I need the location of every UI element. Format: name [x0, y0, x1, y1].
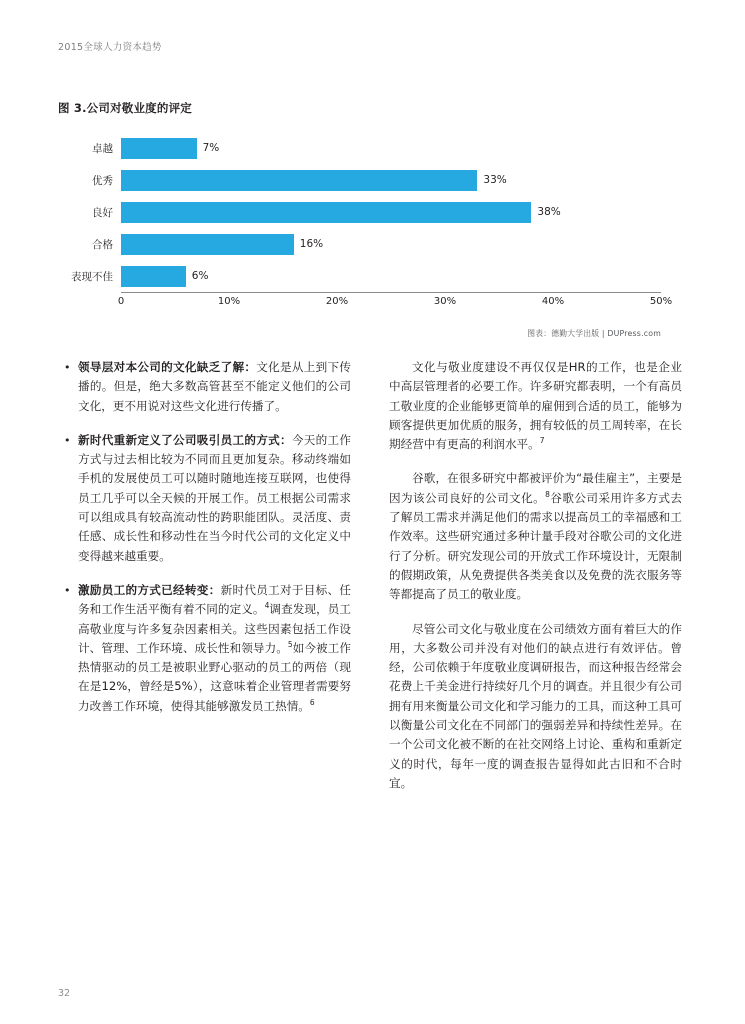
x-axis-tick: 20% [325, 296, 349, 307]
x-axis-tick: 50% [649, 296, 673, 307]
bullet-lead: 激励员工的方式已经转变： [78, 582, 221, 597]
footnote-marker: 8 [545, 489, 550, 499]
bar-track [121, 164, 678, 196]
bullet-icon: • [64, 583, 71, 597]
paragraph-text-part2: 谷歌公司采用许多方式去了解员工需求并满足他们的需求以提高员工的幸福感和工作效率。这些研究通过多种计量手段对谷歌公司的文化进行了分析。研究发现公司的开放式工作环境设计，无限制的假期政策，从免费提供各类美食以及免费的洗衣服务等等都提高了员工的敬业度。 [389, 490, 682, 602]
x-axis-tick: 40% [541, 296, 565, 307]
figure-block [58, 100, 678, 338]
bar-track [121, 196, 678, 228]
footnote-marker: 4 [264, 601, 270, 611]
bar-row [58, 260, 678, 292]
bar-row [58, 196, 678, 228]
footnote-marker: 6 [309, 697, 315, 707]
bar-track [121, 132, 678, 164]
paragraph [389, 358, 682, 454]
x-axis-tick: 10% [217, 296, 241, 307]
bar-value-label: 38% [537, 206, 561, 218]
body-columns [58, 358, 683, 808]
paragraph-text-part1: 谷歌，在很多研究中都被评价为“最佳雇主”，主要是因为该公司良好的公司文化。 [389, 471, 682, 505]
bar-value-label: 7% [202, 142, 220, 154]
paragraph-text: 尽管公司文化与敬业度在公司绩效方面有着巨大的作用，大多数公司并没有对他们的缺点进行有效评估。曾经，公司依赖于年度敬业度调研报告，而这种报告经常会花费上千美金进行持续好几个月的调查。并且很少有公司拥有用来衡量公司文化和学习能力的工具，而这种工具可以衡量公司文化在不同部门的强弱差异和持续性差异。在一个公司文化被不断的在社交网络上讨论、重构和重新定义的时代，每年一度的调查报告显得如此古旧和不合时宜。 [389, 621, 682, 790]
x-axis-line [121, 292, 661, 293]
bullet-body-part1: 新时代员工对于目标、任务和工作生活平衡有着不同的定义。 [78, 582, 351, 617]
bar-row [58, 164, 678, 196]
bullet-body-part3: 如今被工作热情驱动的员工是被职业野心驱动的员工的两倍（现在是12%，曾经是5%），这意味着企业管理者需要努力改善工作环境，使得其能够激发员工热情。 [78, 640, 351, 713]
bullet-body: 文化是从上到下传播的。但是，绝大多数高管甚至不能定义他们的公司文化，更不用说对这些文化进行传播了。 [78, 360, 351, 413]
paragraph [389, 469, 682, 604]
bullet-text [78, 358, 351, 416]
footnote-marker: 7 [539, 436, 545, 446]
bar-category-label: 合格 [92, 238, 113, 251]
x-axis-tick-labels [117, 296, 673, 312]
bar-fill [121, 138, 197, 159]
bullet-text [78, 581, 351, 716]
bar-category-label: 优秀 [92, 174, 113, 187]
bullet-lead: 新时代重新定义了公司吸引员工的方式： [78, 432, 292, 447]
footnote-marker: 5 [287, 640, 293, 649]
bar-fill [121, 170, 477, 191]
bar-track [121, 260, 678, 292]
x-axis-tick: 0 [117, 296, 125, 307]
right-column [389, 358, 682, 808]
page-number: 32 [58, 988, 71, 999]
bar-chart-rows [58, 132, 678, 292]
bar-category-label: 良好 [92, 206, 113, 219]
bar-category-label: 表现不佳 [71, 270, 113, 283]
bar-category-label: 卓越 [92, 142, 113, 155]
bar-chart [58, 132, 678, 338]
paragraph-text: 文化与敬业度建设不再仅仅是HR的工作，也是企业中高层管理者的必要工作。许多研究都表明，一个有高员工敬业度的企业能够更简单的雇佣到合适的员工，能够为顾客提供更加优质的服务，拥有较低的员工周转率，在长期经营中有更高的利润水平。 [389, 360, 682, 452]
running-head: 2015全球人力资本趋势 [58, 42, 162, 53]
list-item [58, 431, 351, 566]
figure-title: 图 3.公司对敬业度的评定 [58, 101, 192, 115]
bar-track [121, 228, 678, 260]
bar-value-label: 6% [191, 270, 209, 282]
bar-fill [121, 234, 294, 255]
bar-row [58, 132, 678, 164]
list-item [58, 581, 351, 716]
bar-row [58, 228, 678, 260]
bullet-lead: 领导层对本公司的文化缺乏了解： [78, 360, 257, 374]
x-axis [117, 292, 673, 322]
paragraph [389, 620, 682, 794]
bar-fill [121, 202, 531, 223]
bullet-icon: • [64, 361, 71, 374]
bar-fill [121, 266, 186, 287]
list-item [58, 358, 351, 416]
x-axis-tick: 30% [433, 296, 457, 307]
bar-value-label: 33% [483, 174, 507, 186]
bar-value-label: 16% [299, 238, 324, 250]
bullet-icon: • [64, 433, 71, 447]
figure-source: 图表：德勤大学出版 | DUPress.com [527, 329, 661, 338]
bullet-body: 今天的工作方式与过去相比较为不同而且更加复杂。移动终端如手机的发展使员工可以随时随地连接互联网，也使得员工几乎可以全天候的开展工作。员工根据公司需求可以组成具有较高流动性的跨职能团队。灵活度、责任感、成长性和移动性在当今时代公司的文化定义中变得越来越重要。 [78, 432, 351, 563]
left-column [58, 358, 351, 808]
bullet-text [78, 431, 351, 566]
bullet-body-part2: 调查发现，员工高敬业度与许多复杂因素相关。这些因素包括工作设计、管理、工作环境、成长性和领导力。 [78, 602, 351, 655]
